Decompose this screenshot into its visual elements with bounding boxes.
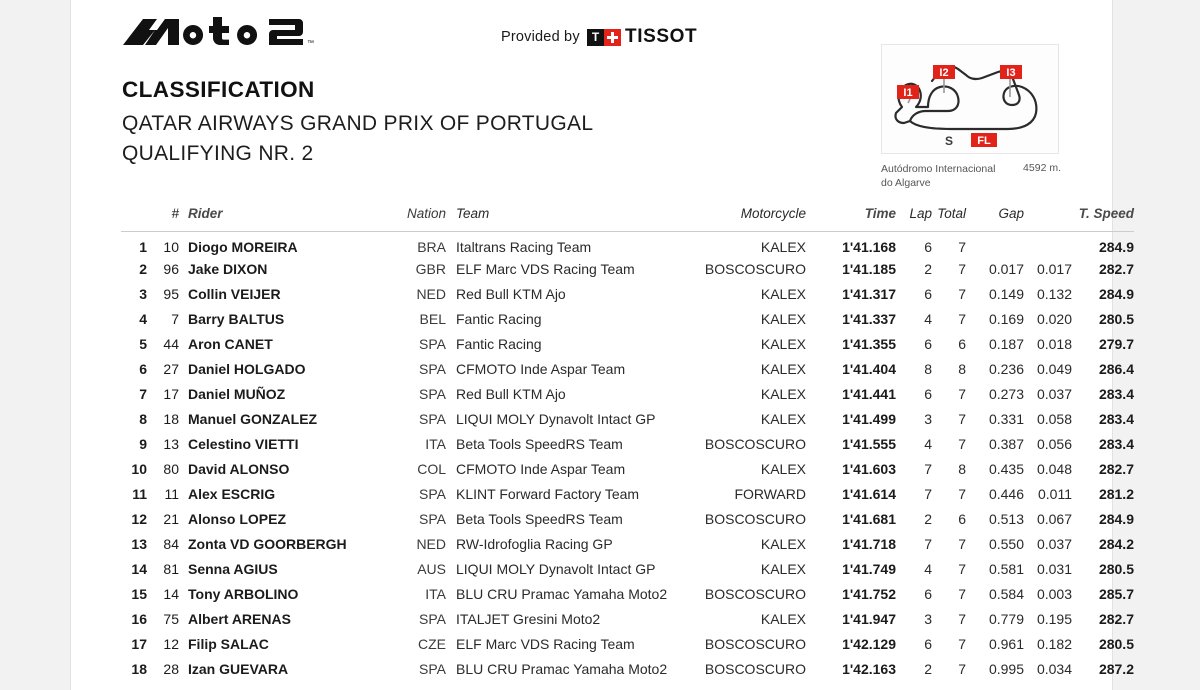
cell-team: Fantic Racing	[456, 311, 542, 327]
cell-team: CFMOTO Inde Aspar Team	[456, 361, 626, 377]
col-header-number: #	[147, 206, 188, 232]
cell-motorcycle: KALEX	[760, 536, 806, 552]
page-title: CLASSIFICATION	[122, 77, 315, 102]
col-header-nation: Nation	[384, 206, 456, 232]
cell-rider-number: 81	[163, 561, 179, 577]
col-header-rider: Rider	[188, 206, 384, 232]
cell-motorcycle: BOSCOSCURO	[704, 586, 806, 602]
cell-time: 1'41.168	[842, 239, 896, 256]
cell-team: Beta Tools SpeedRS Team	[456, 511, 623, 527]
cell-team: KLINT Forward Factory Team	[456, 486, 640, 502]
circuit-length: 4592 m.	[1023, 162, 1061, 174]
cell-motorcycle: KALEX	[760, 311, 806, 327]
cell-nation: CZE	[418, 636, 446, 652]
cell-motorcycle: KALEX	[760, 361, 806, 377]
cell-total: 7	[958, 239, 966, 256]
col-header-position	[121, 206, 147, 232]
cell-time: 1'42.163	[842, 661, 896, 677]
cell-motorcycle: KALEX	[760, 336, 806, 352]
cell-total: 7	[958, 586, 966, 602]
cell-lap: 7	[924, 486, 932, 502]
table-row[interactable]	[121, 382, 1134, 407]
table-head	[121, 206, 1134, 232]
cell-team: RW-Idrofoglia Racing GP	[456, 536, 613, 552]
col-header-gap: Gap	[966, 206, 1024, 232]
cell-lap: 4	[924, 311, 932, 327]
cell-motorcycle: BOSCOSCURO	[704, 636, 806, 652]
cell-gap-previous: 0.056	[1036, 436, 1072, 452]
cell-lap: 6	[924, 586, 932, 602]
cell-gap-previous: 0.195	[1036, 611, 1072, 627]
cell-gap-previous: 0.003	[1036, 586, 1072, 602]
cell-nation: NED	[416, 286, 446, 302]
cell-time: 1'41.752	[842, 586, 896, 602]
cell-position: 17	[131, 636, 147, 652]
cell-motorcycle: BOSCOSCURO	[704, 511, 806, 527]
cell-lap: 6	[924, 336, 932, 352]
cell-time: 1'41.555	[842, 436, 896, 452]
cell-rider-number: 96	[163, 261, 179, 277]
cell-gap-previous: 0.011	[1038, 486, 1072, 502]
table-row[interactable]	[121, 657, 1134, 682]
cell-total: 7	[958, 611, 966, 627]
cell-time: 1'41.499	[842, 411, 896, 427]
cell-team: BLU CRU Pramac Yamaha Moto2	[456, 586, 668, 602]
cell-gap-first: 0.584	[988, 586, 1024, 602]
svg-text:I3: I3	[1006, 67, 1016, 79]
cell-top-speed: 280.5	[1098, 311, 1134, 327]
cell-gap-first: 0.331	[988, 411, 1024, 427]
table-header-row	[121, 206, 1134, 232]
cell-rider-number: 12	[163, 636, 179, 652]
cell-gap-first: 0.273	[988, 386, 1024, 402]
cell-rider-number: 11	[164, 486, 179, 502]
cell-gap-previous: 0.020	[1036, 311, 1072, 327]
circuit-block	[881, 44, 1061, 190]
cell-top-speed: 282.7	[1098, 611, 1134, 627]
cell-top-speed: 284.9	[1098, 239, 1134, 256]
cell-gap-previous: 0.067	[1036, 511, 1072, 527]
cell-rider-name: Collin VEIJER	[188, 286, 281, 302]
cell-rider-number: 27	[163, 361, 179, 377]
cell-total: 7	[958, 261, 966, 277]
cell-nation: SPA	[419, 661, 446, 677]
table-row[interactable]	[121, 632, 1134, 657]
cell-nation: COL	[417, 461, 446, 477]
cell-total: 7	[958, 436, 966, 452]
cell-nation: AUS	[417, 561, 446, 577]
cell-total: 8	[958, 461, 966, 477]
cell-time: 1'41.749	[842, 561, 896, 577]
cell-motorcycle: KALEX	[760, 611, 806, 627]
circuit-name: Autódromo Internacional do Algarve	[881, 163, 996, 190]
cell-motorcycle: BOSCOSCURO	[704, 661, 806, 677]
cell-gap-first: 0.513	[988, 511, 1024, 527]
cell-nation: SPA	[419, 336, 446, 352]
svg-text:S: S	[944, 134, 954, 148]
cell-nation: ITA	[425, 436, 446, 452]
table-row[interactable]	[121, 232, 1134, 257]
cell-team: Red Bull KTM Ajo	[456, 386, 566, 402]
cell-lap: 6	[924, 636, 932, 652]
cell-rider-number: 44	[163, 336, 179, 352]
cell-gap-first: 0.995	[988, 661, 1024, 677]
col-header-lap: Lap	[896, 206, 932, 232]
cell-nation: SPA	[419, 411, 446, 427]
cell-gap-previous: 0.058	[1036, 411, 1072, 427]
cell-motorcycle: BOSCOSCURO	[704, 436, 806, 452]
circuit-marker-fl	[971, 133, 997, 147]
cell-top-speed: 282.7	[1098, 261, 1134, 277]
cell-time: 1'42.129	[842, 636, 896, 652]
cell-nation: SPA	[419, 386, 446, 402]
cell-time: 1'41.947	[842, 611, 896, 627]
cell-top-speed: 287.2	[1098, 661, 1134, 677]
table-row[interactable]	[121, 332, 1134, 357]
cell-rider-name: Alex ESCRIG	[188, 486, 276, 502]
cell-gap-previous: 0.048	[1036, 461, 1072, 477]
cell-team: Red Bull KTM Ajo	[456, 286, 566, 302]
cell-time: 1'41.603	[842, 461, 896, 477]
cell-gap-previous: 0.132	[1036, 286, 1072, 302]
cell-team: Italtrans Racing Team	[456, 239, 592, 256]
cell-lap: 2	[924, 261, 932, 277]
swiss-cross-icon	[604, 29, 621, 46]
classification-table-wrap	[121, 206, 1134, 682]
cell-position: 4	[139, 311, 147, 327]
event-name: QATAR AIRWAYS GRAND PRIX OF PORTUGAL	[122, 112, 594, 135]
table-row[interactable]	[121, 457, 1134, 482]
cell-position: 15	[131, 586, 147, 602]
cell-top-speed: 283.4	[1098, 436, 1134, 452]
col-header-time: Time	[806, 206, 896, 232]
cell-motorcycle: KALEX	[760, 461, 806, 477]
cell-team: ELF Marc VDS Racing Team	[456, 636, 635, 652]
cell-position: 3	[139, 286, 147, 302]
cell-gap-first	[966, 232, 1024, 257]
cell-rider-name: Albert ARENAS	[188, 611, 291, 627]
cell-top-speed: 283.4	[1098, 386, 1134, 402]
cell-time: 1'41.614	[842, 486, 896, 502]
cell-team: BLU CRU Pramac Yamaha Moto2	[456, 661, 668, 677]
cell-top-speed: 283.4	[1098, 411, 1134, 427]
cell-motorcycle: KALEX	[760, 239, 806, 256]
cell-rider-name: Izan GUEVARA	[188, 661, 289, 677]
tissot-t-glyph: T	[591, 30, 600, 44]
classification-table	[121, 206, 1134, 682]
cell-nation: SPA	[419, 511, 446, 527]
cell-lap: 6	[924, 386, 932, 402]
cell-nation: BRA	[417, 239, 446, 256]
table-row[interactable]	[121, 482, 1134, 507]
cell-gap-first: 0.435	[988, 461, 1024, 477]
cell-total: 7	[958, 636, 966, 652]
cell-rider-name: David ALONSO	[188, 461, 290, 477]
moto2-logo	[121, 12, 321, 52]
cell-rider-name: Barry BALTUS	[188, 311, 285, 327]
cell-total: 7	[958, 536, 966, 552]
cell-position: 11	[132, 486, 147, 502]
cell-position: 18	[131, 661, 147, 677]
cell-lap: 8	[924, 361, 932, 377]
svg-text:FL: FL	[977, 135, 991, 147]
circuit-map	[881, 44, 1059, 154]
cell-top-speed: 286.4	[1098, 361, 1134, 377]
cell-rider-number: 28	[163, 661, 179, 677]
cell-rider-number: 14	[163, 586, 179, 602]
cell-rider-number: 7	[171, 311, 179, 327]
cell-gap-previous: 0.049	[1036, 361, 1072, 377]
cell-position: 16	[131, 611, 147, 627]
title-block	[122, 76, 742, 170]
circuit-marker-i2	[933, 65, 955, 79]
cell-team: ELF Marc VDS Racing Team	[456, 261, 635, 277]
cell-top-speed: 285.7	[1098, 586, 1134, 602]
svg-text:I1: I1	[903, 87, 913, 99]
cell-gap-first: 0.779	[988, 611, 1024, 627]
cell-gap-previous	[1024, 232, 1072, 257]
cell-rider-name: Manuel GONZALEZ	[188, 411, 318, 427]
cell-motorcycle: KALEX	[760, 561, 806, 577]
cell-gap-first: 0.387	[988, 436, 1024, 452]
cell-time: 1'41.185	[842, 261, 896, 277]
cell-top-speed: 282.7	[1098, 461, 1134, 477]
cell-top-speed: 281.2	[1098, 486, 1134, 502]
cell-total: 7	[958, 286, 966, 302]
cell-rider-number: 84	[163, 536, 179, 552]
cell-nation: BEL	[419, 311, 446, 327]
cell-position: 14	[131, 561, 147, 577]
cell-rider-name: Diogo MOREIRA	[188, 239, 298, 256]
col-header-gap-prev	[1024, 206, 1072, 232]
cell-gap-first: 0.236	[988, 361, 1024, 377]
cell-rider-name: Senna AGIUS	[188, 561, 278, 577]
cell-total: 7	[958, 411, 966, 427]
cell-lap: 6	[924, 239, 932, 256]
tissot-wordmark: TISSOT	[625, 26, 698, 47]
cell-position: 9	[139, 436, 147, 452]
cell-gap-previous: 0.017	[1036, 261, 1072, 277]
cell-rider-name: Celestino VIETTI	[188, 436, 299, 452]
cell-team: LIQUI MOLY Dynavolt Intact GP	[456, 561, 656, 577]
cell-position: 12	[131, 511, 147, 527]
table-row[interactable]	[121, 307, 1134, 332]
cell-lap: 6	[924, 286, 932, 302]
cell-lap: 3	[924, 611, 932, 627]
cell-rider-name: Daniel HOLGADO	[188, 361, 306, 377]
svg-text:I2: I2	[939, 67, 949, 79]
cell-rider-name: Zonta VD GOORBERGH	[188, 536, 347, 552]
cell-nation: SPA	[419, 486, 446, 502]
tissot-mark-icon	[587, 29, 621, 46]
table-row[interactable]	[121, 532, 1134, 557]
cell-rider-number: 95	[163, 286, 179, 302]
svg-text:™: ™	[307, 40, 314, 47]
cell-team: LIQUI MOLY Dynavolt Intact GP	[456, 411, 656, 427]
table-row[interactable]	[121, 607, 1134, 632]
cell-top-speed: 280.5	[1098, 636, 1134, 652]
cell-total: 7	[958, 386, 966, 402]
table-row[interactable]	[121, 357, 1134, 382]
cell-top-speed: 284.9	[1098, 286, 1134, 302]
cell-gap-previous: 0.182	[1036, 636, 1072, 652]
cell-nation: ITA	[425, 586, 446, 602]
cell-rider-number: 17	[163, 386, 179, 402]
cell-motorcycle: BOSCOSCURO	[704, 261, 806, 277]
cell-gap-previous: 0.034	[1036, 661, 1072, 677]
table-row[interactable]	[121, 407, 1134, 432]
cell-position: 8	[139, 411, 147, 427]
cell-nation: SPA	[419, 361, 446, 377]
table-row[interactable]	[121, 432, 1134, 457]
cell-top-speed: 280.5	[1098, 561, 1134, 577]
cell-lap: 2	[924, 661, 932, 677]
table-row[interactable]	[121, 507, 1134, 532]
circuit-caption	[881, 162, 1061, 190]
cell-total: 8	[958, 361, 966, 377]
col-header-team: Team	[456, 206, 688, 232]
cell-time: 1'41.317	[842, 286, 896, 302]
cell-team: CFMOTO Inde Aspar Team	[456, 461, 626, 477]
cell-rider-number: 75	[163, 611, 179, 627]
cell-motorcycle: FORWARD	[734, 486, 806, 502]
cell-lap: 2	[924, 511, 932, 527]
cell-team: ITALJET Gresini Moto2	[456, 611, 601, 627]
col-header-total: Total	[932, 206, 966, 232]
tissot-logo	[587, 26, 697, 48]
cell-lap: 3	[924, 411, 932, 427]
cell-gap-first: 0.017	[988, 261, 1024, 277]
cell-gap-previous: 0.031	[1036, 561, 1072, 577]
cell-rider-number: 13	[163, 436, 179, 452]
table-row[interactable]	[121, 257, 1134, 282]
cell-top-speed: 284.2	[1098, 536, 1134, 552]
cell-lap: 7	[924, 536, 932, 552]
cell-position: 5	[139, 336, 147, 352]
col-header-motorcycle: Motorcycle	[688, 206, 806, 232]
cell-position: 6	[139, 361, 147, 377]
session-name: QUALIFYING NR. 2	[122, 142, 314, 166]
cell-nation: NED	[416, 536, 446, 552]
cell-total: 7	[958, 561, 966, 577]
cell-position: 10	[131, 461, 147, 477]
cell-total: 7	[958, 661, 966, 677]
table-row[interactable]	[121, 582, 1134, 607]
cell-time: 1'41.404	[842, 361, 896, 377]
cell-motorcycle: KALEX	[760, 411, 806, 427]
cell-motorcycle: KALEX	[760, 386, 806, 402]
cell-gap-first: 0.169	[988, 311, 1024, 327]
cell-lap: 7	[924, 461, 932, 477]
cell-time: 1'41.441	[842, 386, 896, 402]
circuit-marker-start	[945, 134, 953, 148]
cell-gap-previous: 0.037	[1036, 386, 1072, 402]
cell-rider-number: 80	[163, 461, 179, 477]
cell-lap: 4	[924, 561, 932, 577]
table-row[interactable]	[121, 557, 1134, 582]
cell-gap-previous: 0.037	[1036, 536, 1072, 552]
document-page	[70, 0, 1134, 690]
table-body	[121, 232, 1134, 682]
cell-time: 1'41.718	[842, 536, 896, 552]
cell-gap-first: 0.187	[988, 336, 1024, 352]
cell-total: 6	[958, 336, 966, 352]
col-header-top-speed: T. Speed	[1072, 206, 1134, 232]
circuit-marker-i1	[897, 85, 919, 99]
cell-time: 1'41.337	[842, 311, 896, 327]
cell-position: 7	[139, 386, 147, 402]
cell-rider-name: Filip SALAC	[188, 636, 269, 652]
cell-top-speed: 284.9	[1098, 511, 1134, 527]
cell-position: 2	[139, 261, 147, 277]
cell-total: 7	[958, 311, 966, 327]
cell-position: 1	[139, 239, 147, 256]
cell-motorcycle: KALEX	[760, 286, 806, 302]
cell-rider-name: Alonso LOPEZ	[188, 511, 286, 527]
cell-rider-name: Tony ARBOLINO	[188, 586, 299, 602]
cell-gap-first: 0.550	[988, 536, 1024, 552]
cell-time: 1'41.681	[842, 511, 896, 527]
cell-total: 6	[958, 511, 966, 527]
cell-time: 1'41.355	[842, 336, 896, 352]
circuit-marker-i3	[1000, 65, 1022, 79]
cell-team: Beta Tools SpeedRS Team	[456, 436, 623, 452]
cell-lap: 4	[924, 436, 932, 452]
cell-nation: SPA	[419, 611, 446, 627]
cell-rider-name: Jake DIXON	[188, 261, 268, 277]
cell-gap-first: 0.446	[988, 486, 1024, 502]
cell-gap-first: 0.149	[988, 286, 1024, 302]
cell-rider-number: 18	[163, 411, 179, 427]
cell-rider-number: 21	[163, 511, 179, 527]
cell-team: Fantic Racing	[456, 336, 542, 352]
provided-by-label: Provided by	[501, 29, 580, 45]
cell-top-speed: 279.7	[1098, 336, 1134, 352]
cell-rider-name: Daniel MUÑOZ	[188, 386, 286, 402]
cell-gap-first: 0.581	[988, 561, 1024, 577]
cell-rider-name: Aron CANET	[188, 336, 273, 352]
cell-gap-previous: 0.018	[1036, 336, 1072, 352]
cell-gap-first: 0.961	[988, 636, 1024, 652]
cell-total: 7	[958, 486, 966, 502]
cell-rider-number: 10	[163, 239, 179, 256]
table-row[interactable]	[121, 282, 1134, 307]
cell-nation: GBR	[415, 261, 446, 277]
cell-position: 13	[131, 536, 147, 552]
